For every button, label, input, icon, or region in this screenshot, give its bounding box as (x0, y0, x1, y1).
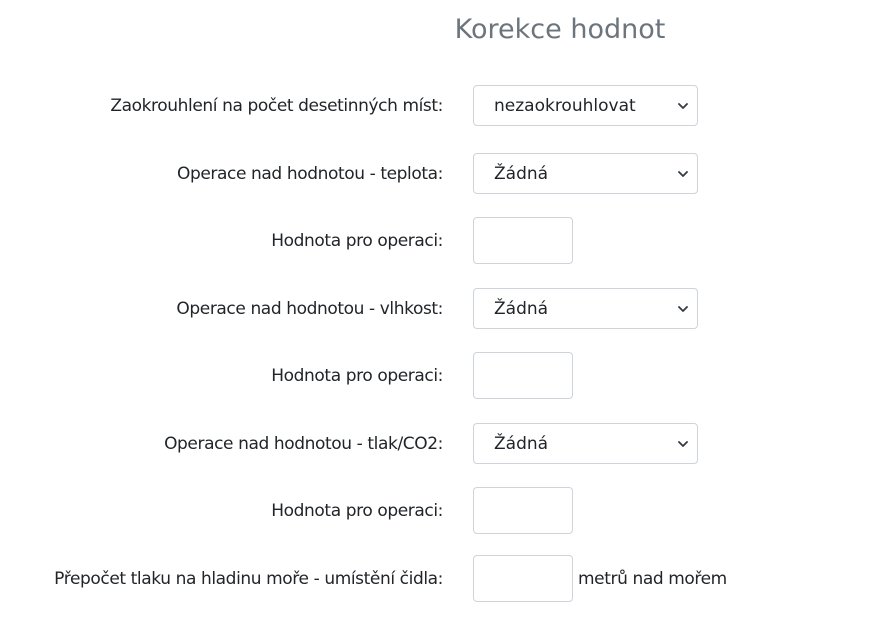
temperature-label: Operace nad hodnotou - teplota: (176, 163, 443, 184)
pressure-label: Operace nad hodnotou - tlak/CO2: (164, 433, 443, 454)
sea-level-altitude-input[interactable] (473, 555, 573, 602)
chevron-down-icon (678, 439, 688, 449)
humidity-row (0, 288, 892, 329)
temperature-value-input[interactable] (473, 217, 573, 264)
altitude-unit-label: metrů nad mořem (578, 568, 727, 589)
page-title: Korekce hodnot (454, 14, 666, 45)
temperature-row (0, 153, 892, 194)
rounding-selected-value: nezaokrouhlovat (494, 95, 636, 116)
rounding-row (0, 85, 892, 126)
pressure-value-row (0, 487, 892, 534)
temperature-value-row (0, 217, 892, 264)
sea-level-control (473, 555, 727, 602)
pressure-selected-value: Žádná (494, 433, 549, 454)
pressure-operation-select[interactable] (473, 423, 698, 464)
sea-level-row (0, 555, 892, 602)
humidity-control (473, 288, 698, 329)
temperature-value-label: Hodnota pro operaci: (271, 230, 443, 251)
pressure-value-control (473, 487, 573, 534)
rounding-select[interactable] (473, 85, 698, 126)
humidity-label: Operace nad hodnotou - vlhkost: (176, 298, 443, 319)
pressure-value-input[interactable] (473, 487, 573, 534)
pressure-control (473, 423, 698, 464)
chevron-down-icon (678, 304, 688, 314)
temperature-control (473, 153, 698, 194)
pressure-value-label: Hodnota pro operaci: (271, 500, 443, 521)
humidity-value-label: Hodnota pro operaci: (271, 365, 443, 386)
chevron-down-icon (678, 169, 688, 179)
temperature-operation-select[interactable] (473, 153, 698, 194)
humidity-selected-value: Žádná (494, 298, 549, 319)
humidity-value-row (0, 352, 892, 399)
chevron-down-icon (678, 101, 688, 111)
humidity-value-control (473, 352, 573, 399)
pressure-row (0, 423, 892, 464)
temperature-selected-value: Žádná (494, 163, 549, 184)
sea-level-label: Přepočet tlaku na hladinu moře - umístění čidla: (54, 568, 443, 589)
rounding-control (473, 85, 698, 126)
rounding-label: Zaokrouhlení na počet desetinných míst: (110, 95, 443, 116)
humidity-operation-select[interactable] (473, 288, 698, 329)
temperature-value-control (473, 217, 573, 264)
humidity-value-input[interactable] (473, 352, 573, 399)
